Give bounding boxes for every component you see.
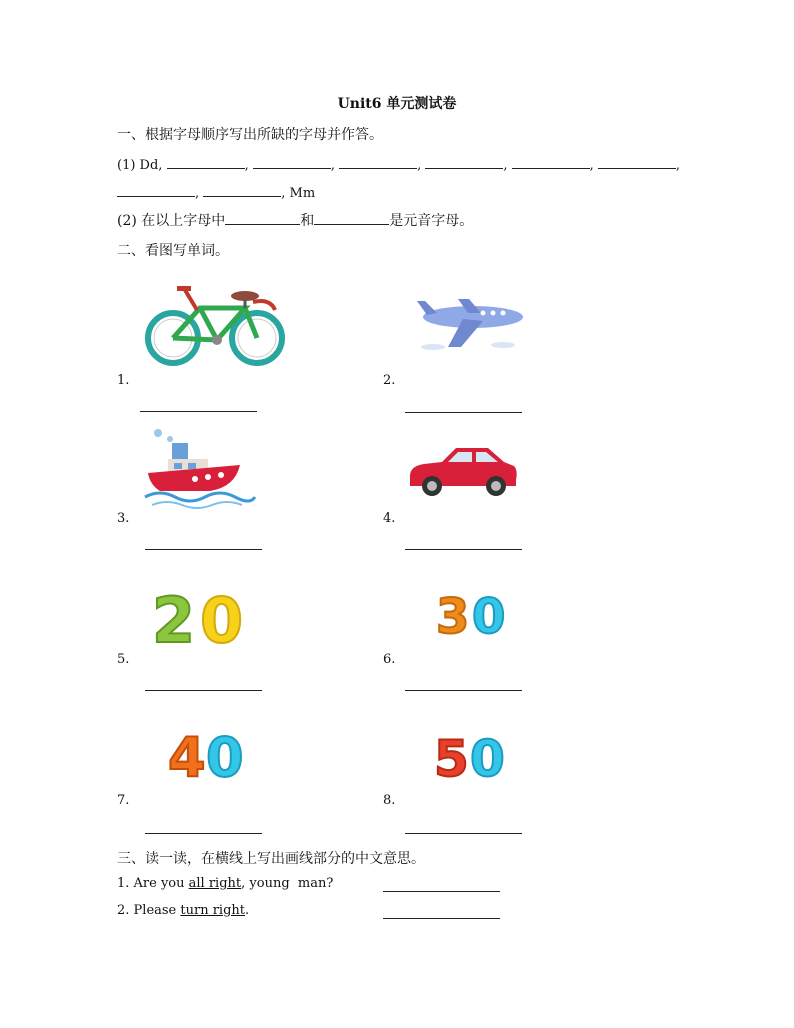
- letter-blank-8[interactable]: [203, 184, 281, 197]
- item-number: 3.: [117, 511, 130, 526]
- answer-line-1[interactable]: [140, 411, 257, 412]
- letter-blank-2[interactable]: [253, 156, 331, 169]
- q2-suffix: .: [245, 903, 250, 918]
- section1-q1-line2: , , Mm: [117, 184, 315, 201]
- q2-suffix: 是元音字母。: [389, 213, 474, 229]
- page-title: Unit6 单元测试卷: [337, 96, 457, 112]
- q1-start-label: (1) Dd,: [117, 158, 163, 173]
- number-50-picture: [434, 726, 510, 782]
- section3-q2: [117, 903, 249, 918]
- q2-prefix: (2) 在以上字母中: [117, 213, 226, 229]
- number-40-picture: [168, 722, 248, 782]
- q2-mid: 和: [300, 213, 315, 229]
- bicycle-picture: [145, 280, 285, 370]
- section2-heading: 二、看图写单词。: [117, 243, 229, 259]
- translation-line-1[interactable]: [383, 891, 500, 892]
- section3-heading: 三、读一读，在横线上写出画线部分的中文意思。: [117, 851, 425, 867]
- answer-line-3[interactable]: [145, 549, 262, 550]
- q1-end-label: , Mm: [281, 186, 316, 201]
- q2-prefix: 2. Please: [117, 903, 181, 918]
- letter-blank-3[interactable]: [339, 156, 417, 169]
- answer-line-6[interactable]: [405, 690, 522, 691]
- letter-blank-7[interactable]: [117, 184, 195, 197]
- section3-q1: [117, 876, 333, 891]
- item-number: 2.: [383, 373, 396, 388]
- digit-5: 5: [434, 730, 469, 782]
- answer-line-7[interactable]: [145, 833, 262, 834]
- section1-heading: 一、根据字母顺序写出所缺的字母并作答。: [117, 127, 383, 143]
- letter-blank-1[interactable]: [167, 156, 245, 169]
- q1-underlined-phrase: all right: [188, 876, 242, 891]
- q1-suffix: , young man?: [241, 876, 334, 891]
- digit-2: 2: [152, 584, 196, 652]
- section1-q1-line1: (1) Dd, , , , , , ,: [117, 158, 681, 173]
- q1-prefix: 1. Are you: [117, 876, 189, 891]
- airplane-picture: [413, 295, 528, 355]
- vowel-blank-2[interactable]: [314, 212, 389, 225]
- answer-line-8[interactable]: [405, 833, 522, 834]
- digit-4: 4: [168, 726, 206, 782]
- item-number: 1.: [117, 373, 130, 388]
- vowel-blank-1[interactable]: [225, 212, 300, 225]
- item-number: 8.: [383, 793, 396, 808]
- car-picture: [406, 440, 521, 502]
- number-30-picture: [436, 583, 508, 639]
- section1-q2: [117, 210, 473, 230]
- item-number: 7.: [117, 793, 130, 808]
- item-number: 6.: [383, 652, 396, 667]
- digit-0: 0: [200, 584, 244, 652]
- number-20-picture: [150, 580, 250, 652]
- letter-blank-5[interactable]: [512, 156, 590, 169]
- answer-line-4[interactable]: [405, 549, 522, 550]
- digit-0: 0: [472, 589, 506, 639]
- answer-line-5[interactable]: [145, 690, 262, 691]
- digit-0: 0: [470, 730, 505, 782]
- item-number: 5.: [117, 652, 130, 667]
- q2-underlined-phrase: turn right: [180, 903, 245, 918]
- digit-0: 0: [206, 726, 244, 782]
- answer-line-2[interactable]: [405, 412, 522, 413]
- boat-picture: [140, 425, 265, 515]
- digit-3: 3: [436, 589, 470, 639]
- letter-blank-6[interactable]: [598, 156, 676, 169]
- item-number: 4.: [383, 511, 396, 526]
- translation-line-2[interactable]: [383, 918, 500, 919]
- letter-blank-4[interactable]: [425, 156, 503, 169]
